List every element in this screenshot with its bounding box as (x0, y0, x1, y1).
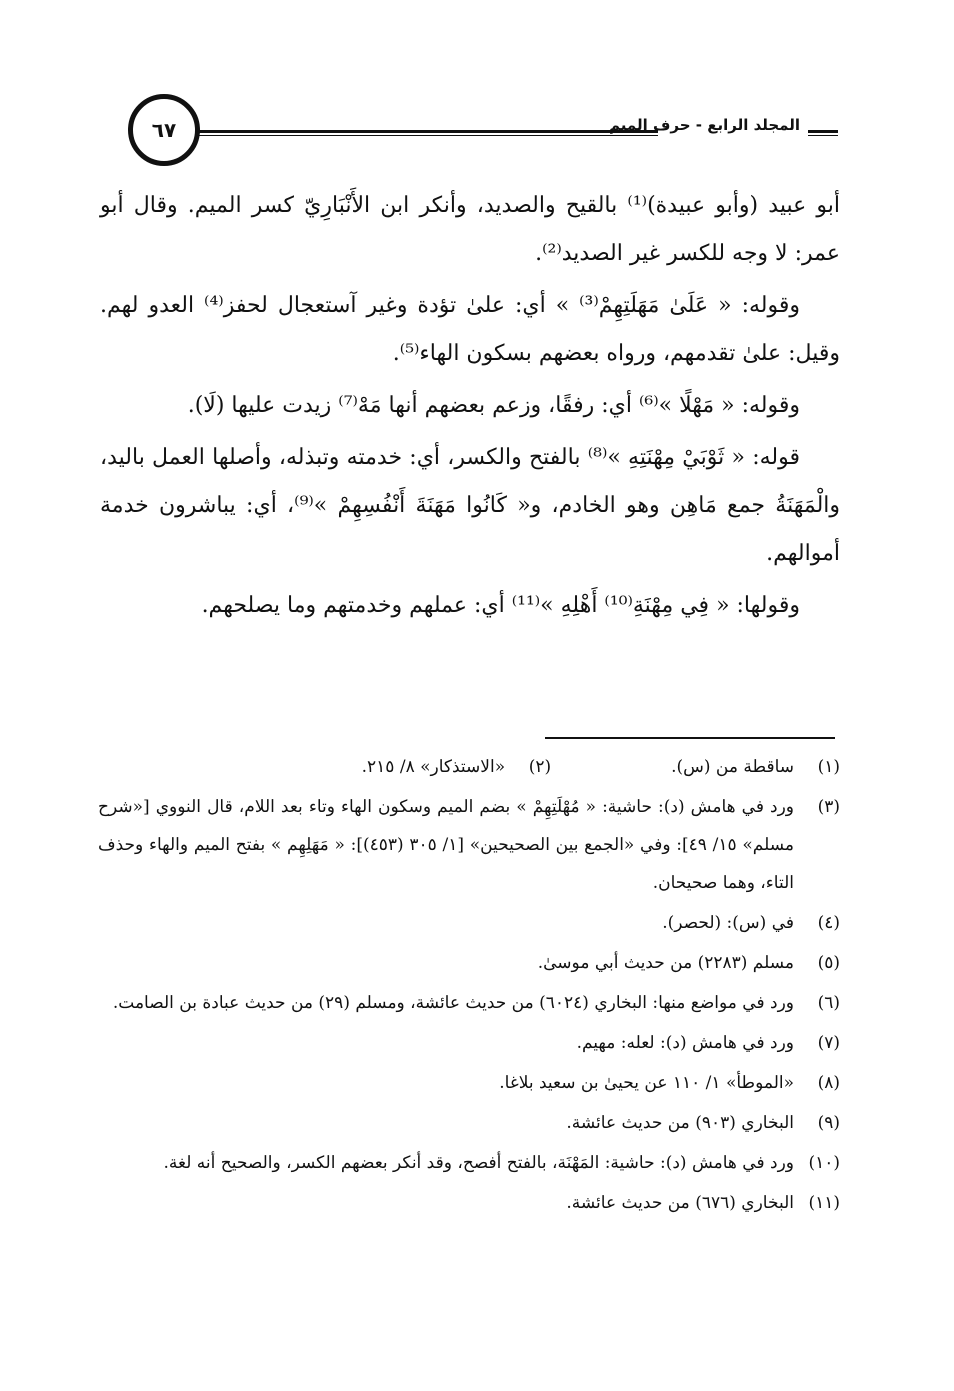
footnote-number: (٤) (817, 913, 840, 933)
footnote (98, 904, 840, 942)
footnote (98, 788, 840, 902)
footnote-number: (٩) (817, 1113, 840, 1133)
footnote (98, 944, 840, 982)
footnote (98, 1104, 840, 1142)
header-rule-right (808, 130, 838, 136)
footnote-text: البخاري (٩٠٣) من حديث عائشة. (566, 1113, 794, 1133)
footnote-text: البخاري (٦٧٦) من حديث عائشة. (566, 1193, 794, 1213)
footnote-number: (٣) (817, 797, 840, 817)
footnote-text: «الاستذكار» ٨/ ٢١٥. (361, 757, 506, 777)
footnote (98, 1064, 840, 1102)
footnote-number: (٧) (817, 1033, 840, 1053)
footnote-text: ساقطة من (س). (671, 757, 794, 777)
footnote-number: (١٠) (808, 1153, 840, 1173)
paragraph: وقوله: « مَهْلًا »⁽⁶⁾ أي: رفقًا، وزعم بعضهم أنها مَهْ⁽⁷⁾ زيدت عليها (لَا). (187, 393, 800, 418)
footnote-text: ورد في هامش (د): حاشية: المَهْنَة، بالفتح أفصح، وقد أنكر بعضهم الكسر، والصحيح أنه لغة. (163, 1153, 794, 1173)
footnote-number: (١) (817, 757, 840, 777)
paragraph: قوله: « ثَوْبَيْ مِهْنَتِهِ »⁽⁸⁾ بالفتح والكسر، أي: خدمته وتبذله، وأصلها العمل باليد، والْمَهَنَةُ جمع مَاهِن وهو الخادم، و« كَانُوا مَهَنَةَ أَنْفُسِهِمْ »⁽⁹⁾، أي: يباشرون خدمة أموالهم. (100, 445, 841, 566)
paragraph: وقولها: « فِي مِهْنَةِ⁽¹⁰⁾ أَهْلِهِ »⁽¹¹⁾ أي: عملهم وخدمتهم وما يصلحهم. (201, 593, 800, 618)
page-number: ٦٧ (128, 94, 200, 166)
header-rule (178, 130, 658, 136)
footnote-row (98, 748, 840, 786)
footnote (98, 1184, 840, 1222)
footnote (98, 1024, 840, 1062)
paragraph: وقوله: « عَلَىٰ مَهَلَتِهِمْ⁽³⁾ » أي: علىٰ تؤدة وغير آستعجال لحفز⁽⁴⁾ العدو لهم. وقيل: علىٰ تقدمهم، ورواه بعضهم بسكون الهاء⁽⁵⁾. (100, 293, 840, 366)
footnote-separator (545, 737, 835, 739)
footnote-number: (٦) (817, 993, 840, 1013)
main-text (100, 182, 840, 634)
footnote-text: ورد في مواضع منها: البخاري (٦٠٢٤) من حديث عائشة، ومسلم (٢٩) من حديث عبادة بن الصامت. (112, 993, 794, 1013)
footnote-text: «الموطأ» ١/ ١١٠ عن يحيىٰ بن سعيد بلاغا. (499, 1073, 794, 1093)
header-title: المجلد الرابع - حرف الميم (609, 116, 800, 134)
footnote (98, 1144, 840, 1182)
paragraph: أبو عبيد (وأبو عبيدة)⁽¹⁾ بالقيح والصديد، وأنكر ابن الأَنْبَارِيّ كسر الميم. وقال أبو عمر: لا وجه للكسر غير الصديد⁽²⁾. (100, 193, 841, 266)
footnote-number: (١١) (808, 1193, 840, 1213)
footnote-number: (٢) (528, 757, 552, 777)
footnote-text: مسلم (٢٢٨٣) من حديث أبي موسىٰ. (537, 953, 794, 973)
footnote-number: (٥) (817, 953, 840, 973)
footnote-text: ورد في هامش (د): حاشية: « مُهْلَتِهِمْ » بضم الميم وسكون الهاء وتاء بعد اللام، قال النووي [«شرح مسلم» ١٥/ ٤٩]: وفي «الجمع بين الصحيحين» [١/ ٣٠٥ (٤٥٣)]: « مَهَلِهِم » بفتح الميم والهاء وحذف التاء، وهما صحيحان. (98, 797, 794, 893)
footnotes (98, 748, 840, 1224)
footnote-text: ورد في هامش (د): لعله: مهيم. (576, 1033, 794, 1053)
footnote-number: (٨) (817, 1073, 840, 1093)
running-header (98, 92, 838, 172)
footnote-text: في (س): (لحصر). (662, 913, 794, 933)
footnote (98, 984, 840, 1022)
